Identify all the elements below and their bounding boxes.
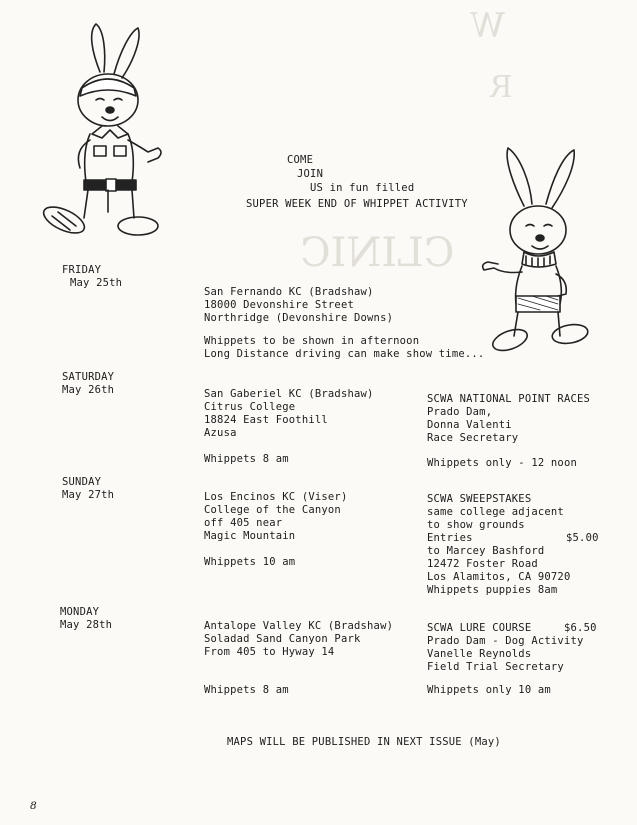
event-line: to show grounds — [427, 519, 525, 531]
event-line: Field Trial Secretary — [427, 661, 564, 673]
show-line: 18000 Devonshire Street — [204, 299, 354, 311]
event-line: SCWA NATIONAL POINT RACES — [427, 393, 591, 405]
left-rabbit-illustration — [30, 22, 170, 242]
friday-show — [204, 286, 393, 325]
saturday-event — [427, 393, 590, 445]
day-date: May 28th — [60, 619, 113, 631]
sunday-show-time: Whippets 10 am — [204, 556, 296, 568]
show-line: Citrus College — [204, 401, 296, 413]
header-come: COME — [287, 154, 314, 166]
event-line: Entries — [427, 532, 473, 544]
event-line: Donna Valenti — [427, 419, 512, 431]
show-line: Northridge (Devonshire Downs) — [204, 312, 394, 324]
friday-notes — [204, 335, 484, 361]
day-date: May 26th — [62, 384, 115, 396]
show-line: Magic Mountain — [204, 530, 296, 542]
show-line: Azusa — [204, 427, 237, 439]
sunday-show — [204, 491, 347, 543]
event-line: same college adjacent — [427, 506, 564, 518]
show-line: Antalope Valley KC (Bradshaw) — [204, 620, 394, 632]
sunday-entries-fee: $5.00 — [566, 532, 599, 544]
event-line: Vanelle Reynolds — [427, 648, 532, 660]
day-date: May 27th — [62, 489, 115, 501]
saturday-event-time: Whippets only - 12 noon — [427, 457, 577, 469]
note-line: Whippets to be shown in afternoon — [204, 335, 420, 347]
day-name: MONDAY — [60, 606, 100, 618]
event-line: Race Secretary — [427, 432, 519, 444]
monday-event — [427, 622, 584, 674]
show-line: From 405 to Hyway 14 — [204, 646, 335, 658]
show-line: Los Encinos KC (Viser) — [204, 491, 348, 503]
event-line: SCWA LURE COURSE — [427, 622, 532, 634]
monday-event-time: Whippets only 10 am — [427, 684, 551, 696]
note-line: Long Distance driving can make show time... — [204, 348, 485, 360]
monday-show-time: Whippets 8 am — [204, 684, 289, 696]
maps-notice: MAPS WILL BE PUBLISHED IN NEXT ISSUE (May) — [227, 736, 501, 748]
bleed-through-text: CLINIC — [300, 230, 455, 276]
show-line: San Gaberiel KC (Bradshaw) — [204, 388, 374, 400]
event-line: Whippets puppies 8am — [427, 584, 558, 596]
show-line: Soladad Sand Canyon Park — [204, 633, 361, 645]
bleed-through-text: W — [470, 6, 505, 46]
saturday-show-time: Whippets 8 am — [204, 453, 289, 465]
day-name: SATURDAY — [62, 371, 115, 383]
sunday-event — [427, 493, 570, 597]
bleed-through-text: R — [490, 70, 513, 105]
event-line: to Marcey Bashford — [427, 545, 545, 557]
right-rabbit-illustration — [470, 146, 610, 356]
show-line: San Fernando KC (Bradshaw) — [204, 286, 374, 298]
day-date: May 25th — [70, 277, 123, 289]
day-label-sunday — [62, 476, 114, 502]
event-line: Prado Dam - Dog Activity — [427, 635, 584, 647]
show-line: College of the Canyon — [204, 504, 341, 516]
saturday-show — [204, 388, 374, 440]
header-join: JOIN — [297, 168, 324, 180]
monday-show — [204, 620, 393, 659]
event-line: SCWA SWEEPSTAKES — [427, 493, 532, 505]
event-line: 12472 Foster Road — [427, 558, 538, 570]
header-super-line: SUPER WEEK END OF WHIPPET ACTIVITY — [246, 198, 468, 210]
event-line: Prado Dam, — [427, 406, 493, 418]
day-name: SUNDAY — [62, 476, 102, 488]
page-mark: 8 — [30, 800, 37, 812]
show-line: off 405 near — [204, 517, 283, 529]
day-label-saturday — [62, 371, 114, 397]
show-line: 18824 East Foothill — [204, 414, 328, 426]
day-name: FRIDAY — [62, 264, 102, 276]
event-line: Los Alamitos, CA 90720 — [427, 571, 571, 583]
header-us-line: US in fun filled — [310, 182, 415, 194]
day-label-friday — [62, 264, 122, 290]
monday-event-fee: $6.50 — [564, 622, 597, 634]
day-label-monday — [60, 606, 112, 632]
